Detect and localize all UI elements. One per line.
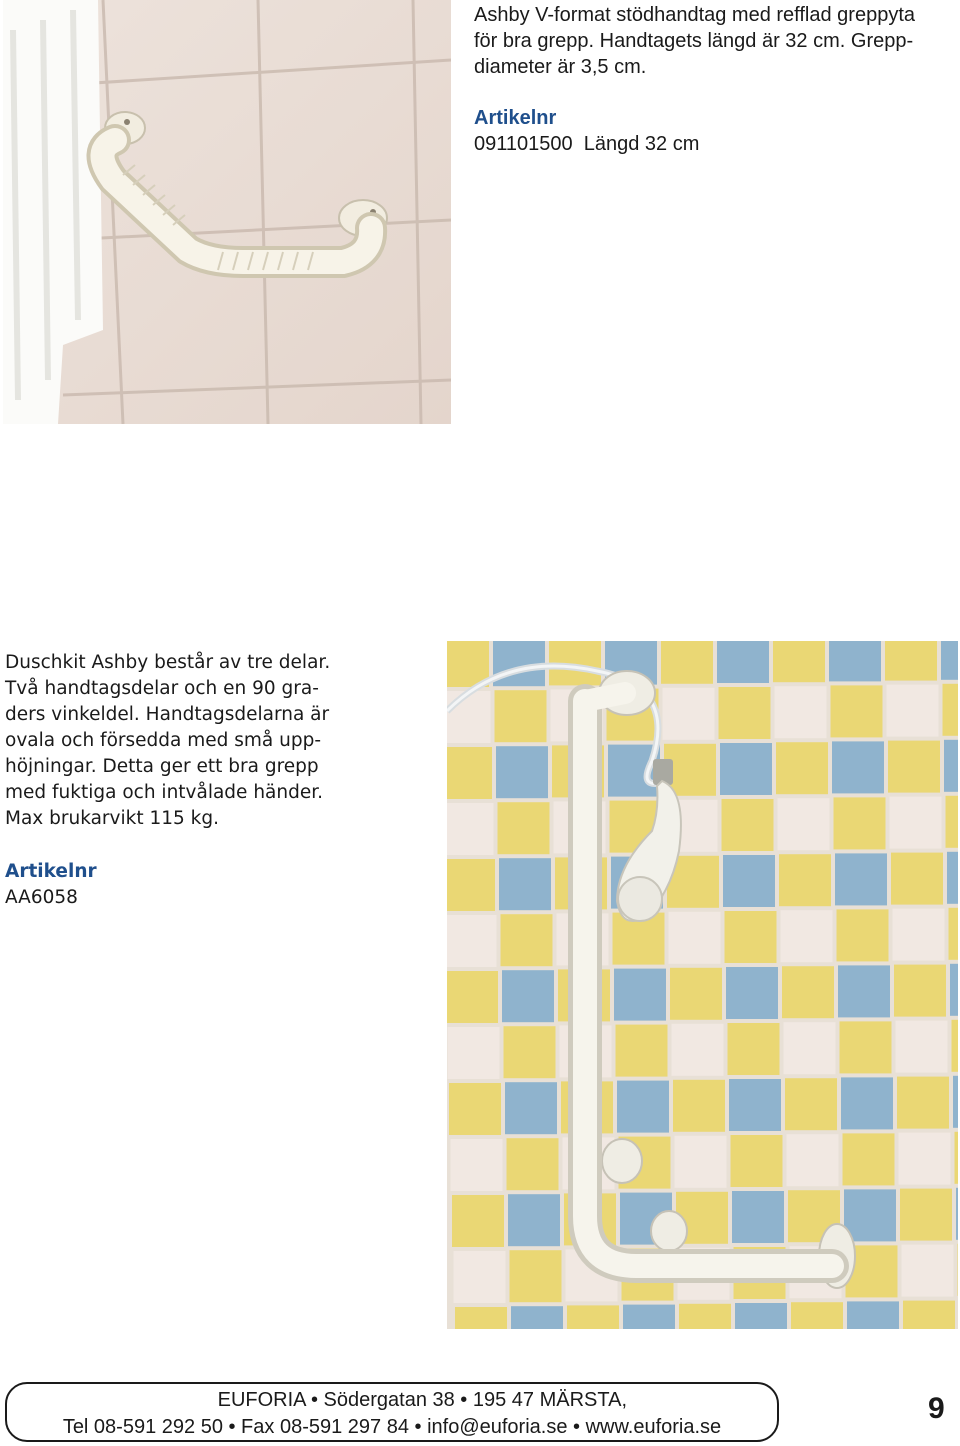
wall-tile — [511, 1306, 563, 1329]
wall-tile — [903, 1301, 955, 1329]
wall-tile — [447, 859, 495, 911]
wall-tile — [679, 1304, 731, 1329]
wall-tile — [449, 1083, 501, 1135]
wall-tile — [843, 1133, 895, 1185]
wall-tile — [787, 1134, 839, 1186]
wall-tile — [778, 798, 830, 850]
wall-tile — [958, 1244, 959, 1296]
product2-line-6: med fuktiga och intvålade händer. — [5, 782, 324, 803]
product2-line-7: Max brukarvikt 115 kg. — [5, 808, 219, 829]
wall-tile — [782, 966, 834, 1018]
wall-tile — [720, 743, 772, 795]
wall-tile — [447, 915, 497, 967]
wall-tile — [887, 685, 939, 737]
wall-tile — [947, 852, 958, 904]
wall-tile — [885, 641, 937, 681]
wall-tile — [498, 802, 550, 854]
wall-tile — [952, 1020, 959, 1072]
product2-description — [5, 650, 425, 832]
wall-tile — [508, 1194, 560, 1246]
wall-tile — [773, 641, 825, 682]
wall-tile — [834, 797, 886, 849]
wall-tile — [614, 969, 666, 1021]
wall-tile — [946, 796, 959, 848]
wall-tile — [943, 684, 959, 736]
wall-tile — [728, 1023, 780, 1075]
wall-tile — [953, 1076, 958, 1128]
wall-tile — [837, 909, 889, 961]
product1-line-1: Ashby V-format stödhandtag med refflad greppyta — [474, 4, 916, 26]
page-number: 9 — [928, 1392, 945, 1425]
wall-tile — [505, 1082, 557, 1134]
product2-line-3: ders vinkeldel. Handtagsdelarna är — [5, 704, 330, 725]
wall-tile — [451, 1139, 503, 1191]
grab-bar-photo — [3, 0, 451, 424]
wall-tile — [502, 970, 554, 1022]
wall-tile — [495, 690, 547, 742]
footer-contact-box — [5, 1382, 779, 1442]
wall-tile — [623, 1305, 675, 1329]
wall-tile — [785, 1078, 837, 1130]
wall-tile — [447, 691, 491, 743]
footer-address: EUFORIA • Södergatan 38 • 195 47 MÄRSTA, — [217, 1389, 627, 1411]
wall-tile — [835, 853, 887, 905]
wall-tile — [900, 1189, 952, 1241]
wall-tile — [840, 1021, 892, 1073]
wall-tile — [775, 686, 827, 738]
wall-tile — [941, 641, 958, 680]
wall-tile — [504, 1026, 556, 1078]
wall-tile — [723, 855, 775, 907]
wall-tile — [452, 1195, 504, 1247]
wall-tile — [675, 1136, 727, 1188]
wall-tile — [510, 1250, 562, 1302]
wall-tile — [829, 641, 881, 681]
product1-article-label: Artikelnr — [474, 107, 557, 129]
wall-tile — [722, 799, 774, 851]
wall-tile — [719, 687, 771, 739]
wall-tile — [496, 746, 548, 798]
wall-tile — [791, 1302, 843, 1329]
wall-tile — [896, 1021, 948, 1073]
product2-line-4: ovala och försedda med små upp- — [5, 730, 322, 751]
wall-tile — [956, 1188, 958, 1240]
wall-tile — [779, 854, 831, 906]
wall-tile — [899, 1133, 951, 1185]
wall-tile — [616, 1025, 668, 1077]
wall-tile — [831, 685, 883, 737]
wall-tile — [893, 909, 945, 961]
wall-tile — [894, 965, 946, 1017]
wall-tile — [447, 747, 492, 799]
wall-tile — [776, 742, 828, 794]
wall-tile — [838, 965, 890, 1017]
wall-tile — [731, 1135, 783, 1187]
product1-description — [474, 2, 954, 80]
wall-tile — [847, 1301, 899, 1329]
product2-line-2: Två handtagsdelar och en 90 gra- — [5, 678, 319, 699]
product1-line-2: för bra grepp. Handtagets längd är 32 cm. Grepp- — [474, 30, 914, 52]
wall-tile — [950, 964, 958, 1016]
wall-tile — [897, 1077, 949, 1129]
wall-tile — [944, 740, 958, 792]
wall-tile — [454, 1251, 506, 1303]
wall-tile — [726, 967, 778, 1019]
wall-tile — [890, 797, 942, 849]
wall-tile — [661, 641, 713, 684]
wall-tile — [447, 971, 498, 1023]
wall-tile — [501, 914, 553, 966]
shower-kit-photo — [447, 641, 958, 1329]
wall-tile — [567, 1305, 619, 1329]
product1-article-number: 091101500 Längd 32 cm — [474, 133, 700, 155]
wall-tile — [499, 858, 551, 910]
wall-tile — [455, 1307, 507, 1329]
wall-tile — [781, 910, 833, 962]
wall-tile — [729, 1079, 781, 1131]
wall-tile — [732, 1191, 784, 1243]
wall-tile — [447, 803, 494, 855]
wall-tile — [670, 968, 722, 1020]
wall-tile — [617, 1081, 669, 1133]
wall-tile — [673, 1080, 725, 1132]
wall-tile — [784, 1022, 836, 1074]
wall-tile — [902, 1245, 954, 1297]
wall-tile — [669, 912, 721, 964]
wall-tile — [891, 853, 943, 905]
wall-tile — [955, 1132, 959, 1184]
wall-tile — [832, 741, 884, 793]
wall-tile — [507, 1138, 559, 1190]
wall-tile — [735, 1303, 787, 1329]
wall-tile — [844, 1189, 896, 1241]
wall-tile — [949, 908, 959, 960]
wall-tile — [448, 1027, 500, 1079]
footer-contact: Tel 08-591 292 50 • Fax 08-591 297 84 • info@euforia.se • www.euforia.se — [62, 1416, 722, 1438]
wall-tile — [888, 741, 940, 793]
wall-tile — [672, 1024, 724, 1076]
product2-article-number: AA6058 — [5, 887, 78, 908]
wall-tile — [725, 911, 777, 963]
wall-tile — [841, 1077, 893, 1129]
product1-line-3: diameter är 3,5 cm. — [474, 56, 647, 78]
wall-tile — [717, 641, 769, 683]
wall-tile — [663, 688, 715, 740]
product2-article-label: Artikelnr — [5, 861, 97, 882]
product2-line-1: Duschkit Ashby består av tre delar. — [5, 652, 331, 673]
product2-line-5: höjningar. Detta ger ett bra grepp — [5, 756, 319, 777]
